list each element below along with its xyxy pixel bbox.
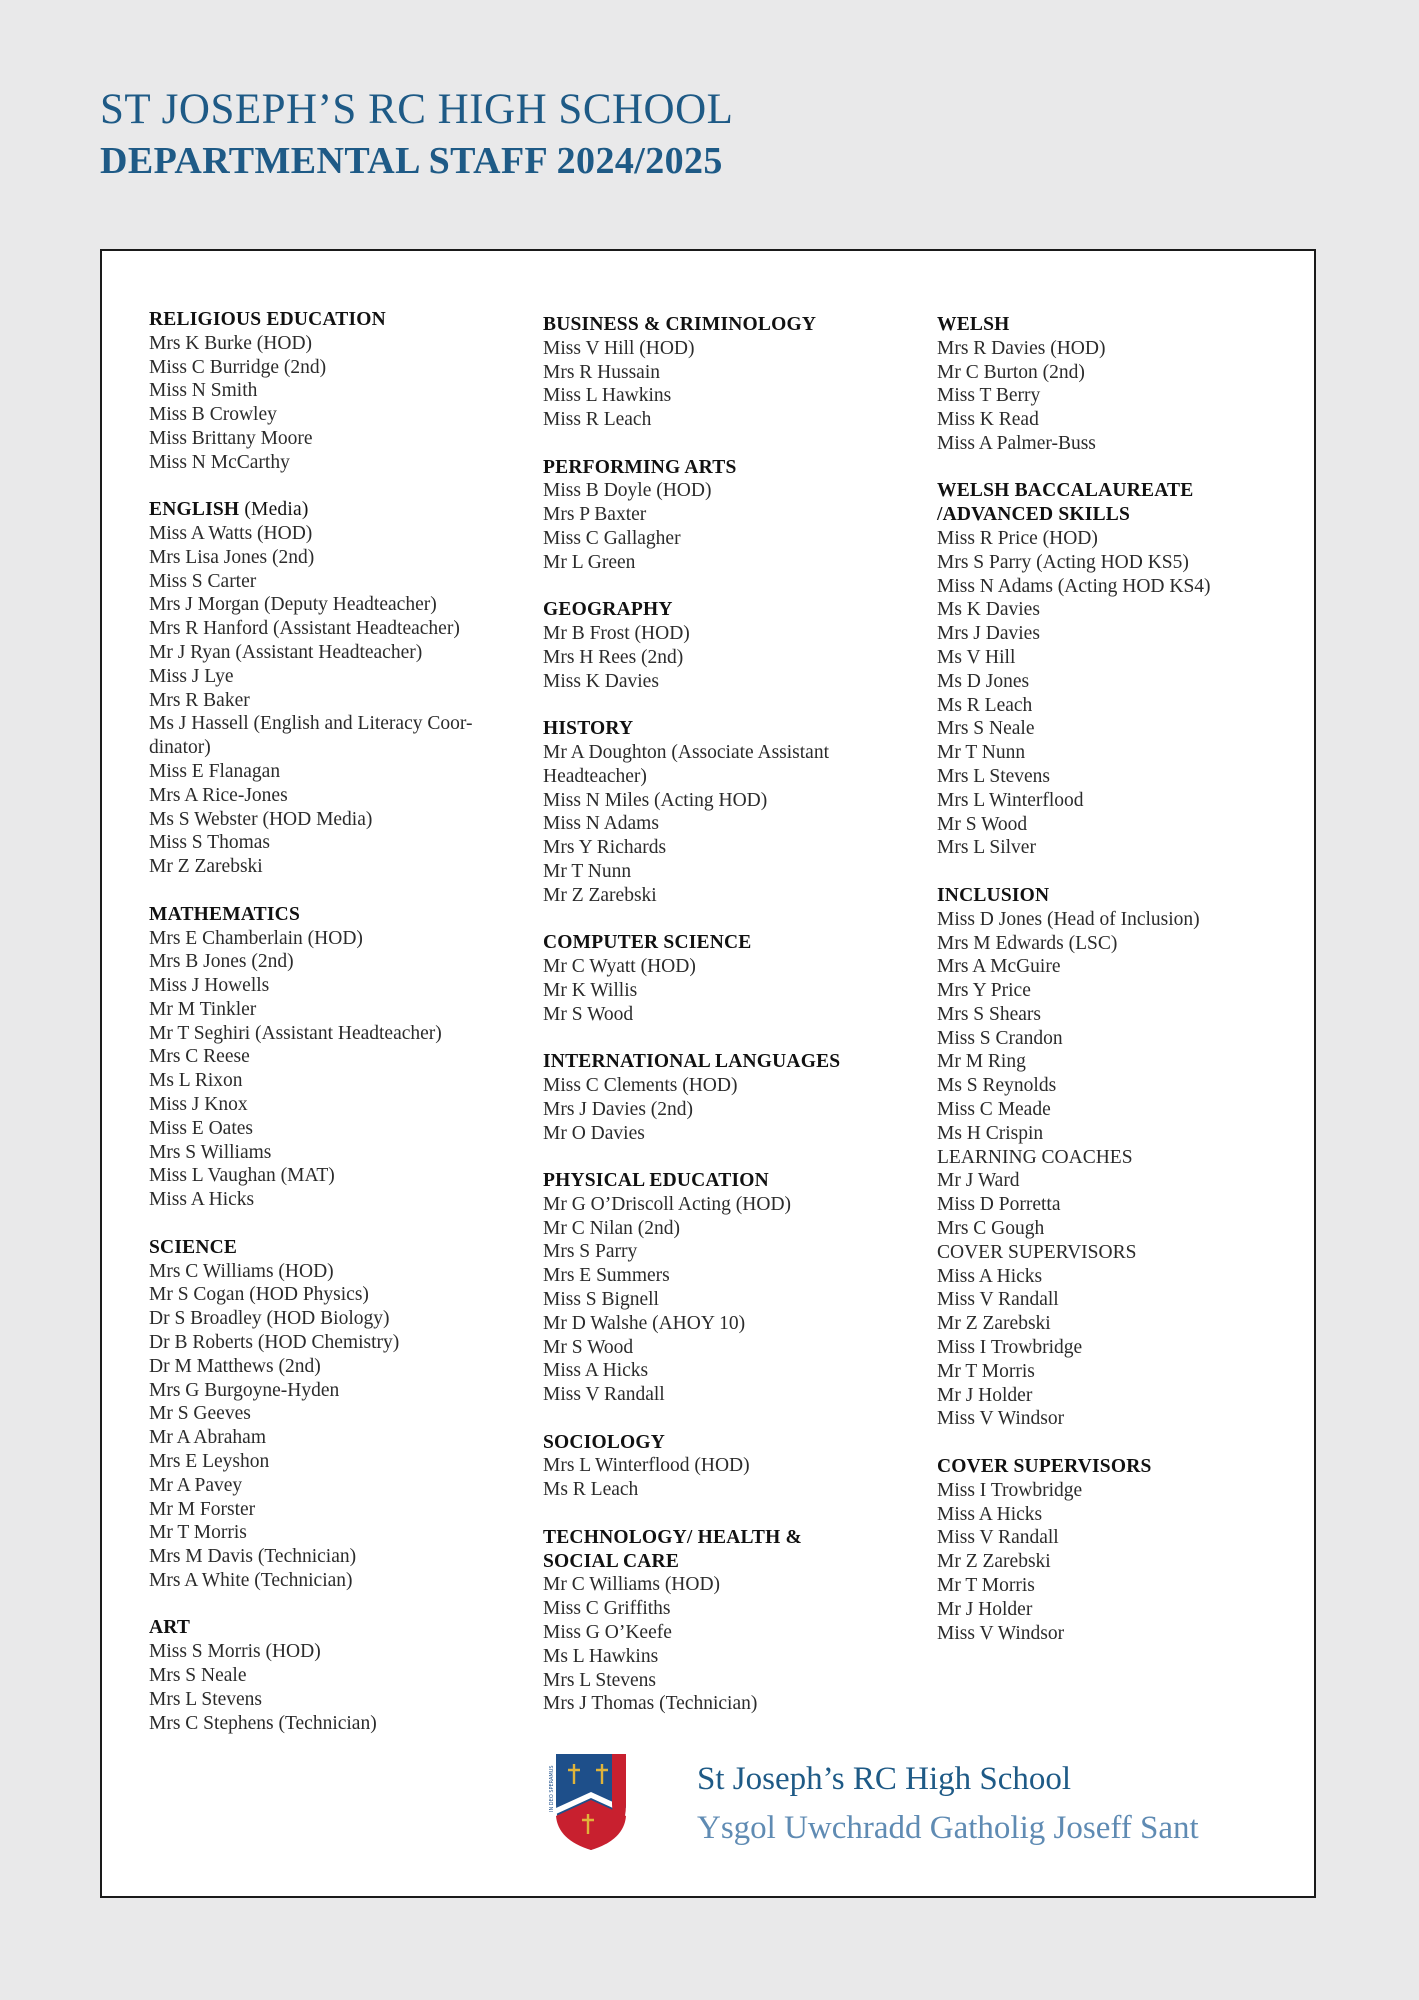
dept-title: SCIENCE bbox=[149, 1236, 238, 1258]
staff-member: Miss N Adams (Acting HOD KS4) bbox=[937, 575, 1211, 597]
staff-member: Ms V Hill bbox=[937, 647, 1016, 669]
staff-member: Mrs E Leyshon bbox=[149, 1450, 270, 1472]
staff-member: Ms H Crispin bbox=[937, 1122, 1044, 1144]
staff-member: Miss L Hawkins bbox=[543, 385, 672, 407]
staff-member: Miss C Gallagher bbox=[543, 528, 681, 550]
dept-title: HISTORY bbox=[543, 718, 634, 740]
staff-member: Mr Z Zarebski bbox=[937, 1551, 1051, 1573]
school-name-english: St Joseph’s RC High School bbox=[697, 1761, 1072, 1797]
dept-section bbox=[937, 313, 1307, 456]
staff-member: Ms J Hassell (English and Literacy Coor-dinator) bbox=[149, 713, 473, 759]
staff-member: Miss A Hicks bbox=[543, 1360, 649, 1382]
subgroup-heading: LEARNING COACHES bbox=[937, 1146, 1133, 1168]
staff-member: Miss S Morris (HOD) bbox=[149, 1641, 321, 1663]
staff-member: Miss K Davies bbox=[543, 670, 659, 692]
dept-title: WELSH BACCALAUREATE /ADVANCED SKILLS bbox=[937, 480, 1194, 526]
staff-member: Mrs R Hussain bbox=[543, 361, 661, 383]
school-crest-icon bbox=[550, 1752, 632, 1852]
staff-member: Mrs J Morgan (Deputy Headteacher) bbox=[149, 594, 437, 616]
staff-member: Ms R Leach bbox=[543, 1479, 639, 1501]
dept-title: ENGLISH (Media) bbox=[149, 499, 309, 521]
dept-section bbox=[937, 479, 1307, 860]
staff-member: Mr T Morris bbox=[937, 1574, 1035, 1596]
staff-member: Mrs L Stevens bbox=[149, 1688, 263, 1710]
staff-member: Miss V Hill (HOD) bbox=[543, 337, 695, 359]
dept-section bbox=[543, 456, 913, 575]
staff-member: Mrs A McGuire bbox=[937, 956, 1061, 978]
school-name-welsh: Ysgol Uwchradd Gatholig Joseff Sant bbox=[697, 1810, 1199, 1846]
school-title: ST JOSEPH’S RC HIGH SCHOOL bbox=[100, 86, 734, 133]
dept-section bbox=[937, 884, 1307, 1431]
staff-member: Mrs Y Price bbox=[937, 980, 1031, 1002]
staff-member: Mrs M Davis (Technician) bbox=[149, 1546, 357, 1568]
dept-section bbox=[149, 903, 519, 1212]
dept-section bbox=[543, 1526, 913, 1716]
staff-member: Mrs R Hanford (Assistant Headteacher) bbox=[149, 618, 460, 640]
staff-member: Miss E Flanagan bbox=[149, 761, 281, 783]
staff-member: Miss R Price (HOD) bbox=[937, 528, 1098, 550]
dept-section bbox=[149, 1616, 519, 1735]
staff-member: Ms R Leach bbox=[937, 694, 1033, 716]
staff-member: Miss V Randall bbox=[937, 1289, 1059, 1311]
staff-member: Mrs C Stephens (Technician) bbox=[149, 1712, 377, 1734]
staff-member: Mrs C Gough bbox=[937, 1218, 1045, 1240]
column-3 bbox=[937, 313, 1307, 1669]
staff-member: Mr J Ryan (Assistant Headteacher) bbox=[149, 642, 423, 664]
staff-member: Mrs R Davies (HOD) bbox=[937, 337, 1106, 359]
staff-member: Mrs C Reese bbox=[149, 1046, 250, 1068]
staff-member: Ms S Webster (HOD Media) bbox=[149, 808, 373, 830]
dept-section bbox=[543, 313, 913, 432]
staff-member: Miss A Hicks bbox=[937, 1503, 1043, 1525]
staff-member: Mr S Wood bbox=[543, 1336, 634, 1358]
staff-member: Miss C Clements (HOD) bbox=[543, 1074, 738, 1096]
dept-title: ART bbox=[149, 1617, 191, 1639]
dept-title: MATHEMATICS bbox=[149, 903, 300, 925]
staff-member: Miss K Read bbox=[937, 409, 1039, 431]
staff-member: Mr Z Zarebski bbox=[937, 1313, 1051, 1335]
staff-member: Mr M Forster bbox=[149, 1498, 256, 1520]
column-1 bbox=[149, 308, 519, 1759]
staff-member: Miss E Oates bbox=[149, 1117, 253, 1139]
staff-member: Mrs Y Richards bbox=[543, 837, 667, 859]
staff-member: Miss N McCarthy bbox=[149, 451, 290, 473]
dept-title: TECHNOLOGY/ HEALTH & SOCIAL CARE bbox=[543, 1526, 802, 1572]
dept-title: INCLUSION bbox=[937, 884, 1050, 906]
page-header bbox=[100, 84, 733, 186]
staff-member: Mr J Ward bbox=[937, 1170, 1020, 1192]
staff-member: Miss V Randall bbox=[937, 1527, 1059, 1549]
staff-member: Mrs J Davies (2nd) bbox=[543, 1098, 694, 1120]
staff-member: Miss G O’Keefe bbox=[543, 1621, 672, 1643]
staff-member: Miss I Trowbridge bbox=[937, 1337, 1083, 1359]
dept-section bbox=[149, 1236, 519, 1593]
staff-member: Dr S Broadley (HOD Biology) bbox=[149, 1308, 390, 1330]
staff-member: Mrs S Neale bbox=[149, 1664, 247, 1686]
dept-title: GEOGRAPHY bbox=[543, 599, 673, 621]
dept-title: WELSH bbox=[937, 314, 1010, 335]
column-2 bbox=[543, 313, 913, 1740]
staff-member: Mr T Nunn bbox=[937, 742, 1026, 764]
staff-member: Mrs R Baker bbox=[149, 689, 250, 711]
staff-member: Miss J Lye bbox=[149, 665, 234, 687]
staff-member: Mr T Morris bbox=[149, 1522, 247, 1544]
staff-member: Miss C Burridge (2nd) bbox=[149, 356, 327, 378]
staff-member: Mrs K Burke (HOD) bbox=[149, 332, 313, 354]
staff-member: Mrs P Baxter bbox=[543, 504, 647, 526]
staff-member: Mrs H Rees (2nd) bbox=[543, 646, 684, 668]
staff-member: Mr Z Zarebski bbox=[149, 856, 263, 878]
staff-member: Miss N Adams bbox=[543, 813, 659, 835]
dept-section bbox=[543, 598, 913, 693]
dept-title: SOCIOLOGY bbox=[543, 1431, 666, 1453]
staff-member: Mrs C Williams (HOD) bbox=[149, 1260, 334, 1282]
staff-member: Mrs L Stevens bbox=[937, 766, 1051, 788]
staff-member: Mrs S Neale bbox=[937, 718, 1035, 740]
dept-section bbox=[149, 498, 519, 879]
staff-member: Mrs A White (Technician) bbox=[149, 1569, 353, 1591]
staff-member: Miss Brittany Moore bbox=[149, 427, 313, 449]
staff-member: Miss S Thomas bbox=[149, 832, 270, 854]
staff-member: Miss A Watts (HOD) bbox=[149, 523, 313, 545]
staff-panel bbox=[100, 249, 1316, 1898]
staff-member: Dr M Matthews (2nd) bbox=[149, 1355, 321, 1377]
dept-section bbox=[543, 1050, 913, 1145]
staff-member: Miss I Trowbridge bbox=[937, 1479, 1083, 1501]
staff-member: Miss R Leach bbox=[543, 409, 652, 431]
staff-member: Mrs Lisa Jones (2nd) bbox=[149, 546, 315, 568]
staff-member: Mrs G Burgoyne-Hyden bbox=[149, 1379, 340, 1401]
staff-member: Miss A Hicks bbox=[937, 1265, 1043, 1287]
dept-section bbox=[543, 931, 913, 1026]
staff-member: Mr A Pavey bbox=[149, 1474, 243, 1496]
dept-title: INTERNATIONAL LANGUAGES bbox=[543, 1051, 841, 1073]
staff-member: Dr B Roberts (HOD Chemistry) bbox=[149, 1331, 400, 1353]
dept-title: BUSINESS & CRIMINOLOGY bbox=[543, 314, 817, 335]
subgroup-heading: COVER SUPERVISORS bbox=[937, 1241, 1137, 1263]
staff-member: Ms D Jones bbox=[937, 670, 1030, 692]
staff-member: Miss S Carter bbox=[149, 570, 257, 592]
staff-member: Mr M Tinkler bbox=[149, 998, 257, 1020]
staff-member: Mr K Willis bbox=[543, 979, 638, 1001]
staff-member: Miss V Randall bbox=[543, 1384, 665, 1406]
staff-member: Miss V Windsor bbox=[937, 1408, 1065, 1430]
staff-member: Miss S Crandon bbox=[937, 1027, 1063, 1049]
dept-title-suffix: (Media) bbox=[239, 499, 309, 521]
dept-title: PHYSICAL EDUCATION bbox=[543, 1170, 769, 1192]
dept-title: PERFORMING ARTS bbox=[543, 456, 737, 478]
dept-title: RELIGIOUS EDUCATION bbox=[149, 309, 386, 330]
staff-member: Ms K Davies bbox=[937, 599, 1040, 621]
staff-member: Mr C Burton (2nd) bbox=[937, 361, 1085, 383]
dept-section bbox=[543, 1169, 913, 1407]
staff-member: Mr T Morris bbox=[937, 1360, 1035, 1382]
staff-member: Miss N Smith bbox=[149, 380, 258, 402]
staff-member: Mr J Holder bbox=[937, 1598, 1033, 1620]
staff-member: Ms L Hawkins bbox=[543, 1645, 659, 1667]
staff-member: Miss D Jones (Head of Inclusion) bbox=[937, 908, 1200, 930]
staff-member: Miss B Doyle (HOD) bbox=[543, 480, 712, 502]
staff-member: Miss V Windsor bbox=[937, 1622, 1065, 1644]
document-title: DEPARTMENTAL STAFF 2024/2025 bbox=[100, 140, 723, 182]
staff-member: Mr Z Zarebski bbox=[543, 884, 657, 906]
staff-member: Mrs E Chamberlain (HOD) bbox=[149, 927, 363, 949]
svg-text:IN DEO SPERAMUS: IN DEO SPERAMUS bbox=[549, 1765, 555, 1812]
staff-member: Mrs M Edwards (LSC) bbox=[937, 932, 1118, 954]
staff-member: Mrs L Stevens bbox=[543, 1669, 657, 1691]
staff-member: Miss S Bignell bbox=[543, 1289, 659, 1311]
staff-member: Miss D Porretta bbox=[937, 1194, 1061, 1216]
staff-member: Ms S Reynolds bbox=[937, 1075, 1057, 1097]
staff-member: Mr S Wood bbox=[937, 813, 1028, 835]
dept-title: COMPUTER SCIENCE bbox=[543, 932, 752, 954]
staff-member: Miss C Griffiths bbox=[543, 1598, 671, 1620]
dept-title: COVER SUPERVISORS bbox=[937, 1455, 1152, 1477]
staff-member: Miss A Palmer-Buss bbox=[937, 432, 1096, 454]
staff-member: Miss B Crowley bbox=[149, 404, 277, 426]
staff-member: Mr S Geeves bbox=[149, 1403, 251, 1425]
staff-member: Mrs S Shears bbox=[937, 1003, 1042, 1025]
staff-member: Mr T Seghiri (Assistant Headteacher) bbox=[149, 1022, 442, 1044]
staff-member: Mr M Ring bbox=[937, 1051, 1026, 1073]
staff-member: Ms L Rixon bbox=[149, 1070, 243, 1092]
staff-member: Mr B Frost (HOD) bbox=[543, 623, 690, 645]
staff-member: Mrs S Parry bbox=[543, 1241, 638, 1263]
staff-member: Mr T Nunn bbox=[543, 861, 632, 882]
staff-member: Mr J Holder bbox=[937, 1384, 1033, 1406]
staff-member: Miss N Miles (Acting HOD) bbox=[543, 789, 768, 811]
staff-member: Mr S Wood bbox=[543, 1003, 634, 1025]
staff-member: Mrs B Jones (2nd) bbox=[149, 951, 294, 973]
staff-member: Miss T Berry bbox=[937, 385, 1041, 407]
dept-section bbox=[543, 1431, 913, 1502]
staff-member: Mrs J Thomas (Technician) bbox=[543, 1693, 758, 1715]
staff-member: Mrs L Winterflood bbox=[937, 789, 1084, 811]
staff-member: Mr G O’Driscoll Acting (HOD) bbox=[543, 1193, 792, 1215]
staff-member: Mr L Green bbox=[543, 551, 636, 573]
staff-member: Mr D Walshe (AHOY 10) bbox=[543, 1312, 746, 1334]
dept-section bbox=[149, 308, 519, 475]
staff-member: Mr C Wyatt (HOD) bbox=[543, 956, 696, 978]
staff-member: Miss A Hicks bbox=[149, 1189, 255, 1211]
staff-member: Mrs E Summers bbox=[543, 1265, 670, 1287]
staff-member: Mrs L Silver bbox=[937, 837, 1036, 859]
dept-section bbox=[543, 717, 913, 907]
staff-member: Mrs S Williams bbox=[149, 1141, 272, 1163]
staff-member: Miss J Howells bbox=[149, 975, 270, 997]
staff-member: Mrs S Parry (Acting HOD KS5) bbox=[937, 551, 1189, 573]
staff-member: Miss J Knox bbox=[149, 1094, 248, 1116]
staff-member: Mr C Nilan (2nd) bbox=[543, 1217, 681, 1239]
staff-member: Mr A Abraham bbox=[149, 1427, 266, 1449]
staff-member: Mrs L Winterflood (HOD) bbox=[543, 1455, 750, 1477]
dept-section bbox=[937, 1455, 1307, 1645]
staff-member: Mr O Davies bbox=[543, 1122, 645, 1144]
staff-member: Mr C Williams (HOD) bbox=[543, 1574, 721, 1596]
staff-member: Mr S Cogan (HOD Physics) bbox=[149, 1284, 369, 1306]
staff-member: Mrs J Davies bbox=[937, 623, 1040, 645]
staff-member: Mr A Doughton (Associate Assistant Headteacher) bbox=[543, 742, 829, 787]
staff-member: Miss C Meade bbox=[937, 1099, 1051, 1121]
staff-member: Mrs A Rice-Jones bbox=[149, 784, 288, 806]
staff-member: Miss L Vaughan (MAT) bbox=[149, 1165, 335, 1187]
